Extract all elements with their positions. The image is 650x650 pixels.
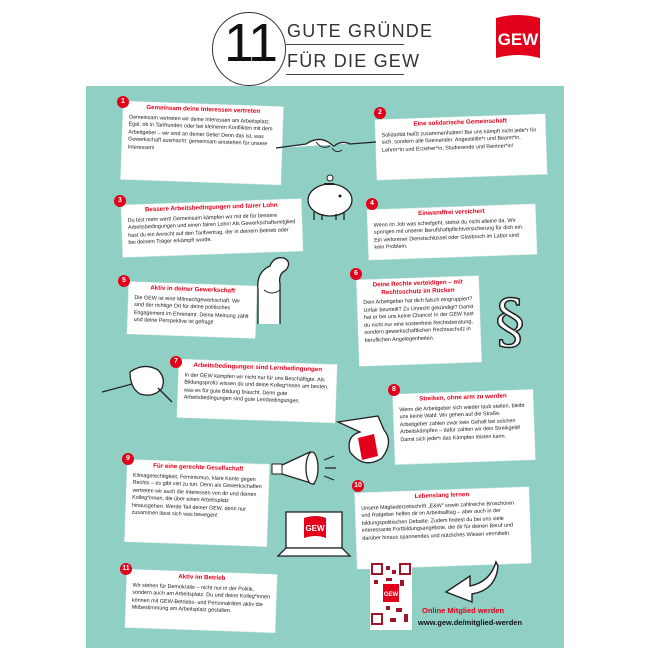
reason-text: Die GEW ist eine Mitmachgewerkschaft. Wir sind der richtige Ort für deine politisches Engagement im Ehrenamt. Deine Meinung zählt und deine Perspektive ist gefragt! <box>133 294 249 327</box>
reason-text: Gemeinsam vertreten wir deine Interessen am Arbeitsplatz. Egal, ob in Tarifrunden oder bei kleineren Konflikten mit dem Arbeitgeber – wir sind an deiner Seite! Denn das ist, was Gewerkschaft ausmacht: gemeinsam einstehen für unsere Interessen! <box>127 113 273 152</box>
reason-title: Aktiv in deiner Gewerkschaft <box>150 284 236 295</box>
reason-number-1: 1 <box>117 96 129 108</box>
reason-card-2 <box>375 114 547 180</box>
reason-title: Arbeitsbedingungen sind Lernbedingungen <box>193 361 323 374</box>
svg-text:GEW: GEW <box>383 592 399 598</box>
reason-card-7 <box>177 359 337 422</box>
reason-number-2: 2 <box>374 107 386 119</box>
reason-number-5: 5 <box>118 275 130 287</box>
reason-text: Du bist mehr wert! Gemeinsam kämpfen wir mit dir für bessere Arbeitsbedingungen und einen fairen Lohn! Als Gewerkschaftsmitglied hast du ein Anrecht auf den Tarifvertrag, der in deinem Betrieb oder bei deinem Träger erkämpft wurde. <box>127 212 296 247</box>
handshake-icon <box>276 130 376 160</box>
reason-text: Dein Arbeitgeber hat dich falsch eingruppiert? Unfair beurteilt? Zu Unrecht gekündigt? Damit hat er bei uns keine Chance! In der GEW hast du nicht nur eine kostenfreie Rechtsberatung, sondern gewerkschaftlichen Rechtsschutz in beruflichen Angelegenheiten. <box>363 296 474 344</box>
fist-icon <box>102 358 174 404</box>
reason-title: Gemeinsam deine Interessen vertreten <box>146 104 261 116</box>
reason-text: Solidarität heißt zusammenhalten! Bei uns kämpft nicht jede*r für sich, sondern alle füreinander. Angestellte*r und Beamt*in, Lehrer*in und Erzieher*in, Studierende und Rentner*in! <box>381 126 537 154</box>
reason-card-3 <box>121 199 303 257</box>
reason-title: Lebenslang lernen <box>414 491 470 500</box>
reason-number-8: 8 <box>388 384 400 396</box>
reason-number-4: 4 <box>366 198 378 210</box>
flexed-arm-icon <box>250 250 296 326</box>
title-line-2: FÜR DIE GEW <box>287 51 421 71</box>
reason-card-8 <box>393 390 535 465</box>
megaphone-icon <box>270 444 340 494</box>
reason-title: Deine Rechte verteidigen – mit Rechtsschutz im Rücken <box>372 278 463 296</box>
reason-card-11 <box>125 569 277 632</box>
title-underline-1 <box>286 44 404 45</box>
svg-text:GEW: GEW <box>305 524 325 533</box>
reason-text: Wenn im Job was schiefgeht, stehst du nicht alleine da. Wir springen mit unserer Berufshaftpflichtversicherung für dich ein. Ein verlorener Dienstschlüssel oder Glasbruch im Labor sind kein Problem. <box>373 217 524 251</box>
reason-number-9: 9 <box>122 453 134 465</box>
reason-number-3: 3 <box>114 195 126 207</box>
poster <box>86 2 564 648</box>
reason-text: In der GEW kämpfen wir nicht nur für uns Beschäftigte. Als Bildungsprofis wissen du und deine Kolleg*innen am besten, was es für gute Bildung braucht. Denn gute Arbeitsbedingungen sind gute Lernbedingungen. <box>183 371 329 405</box>
reason-number-10: 10 <box>352 480 364 492</box>
title-underline-2 <box>286 74 404 75</box>
title-line-1: GUTE GRÜNDE <box>287 21 434 41</box>
svg-text:§: § <box>495 287 525 354</box>
reason-title: Eine solidarische Gemeinschaft <box>413 117 508 128</box>
reason-text: Unsere Mitgliederzeitschrift „E&W“ sowie zahlreiche Broschüren und Ratgeber helfen dir im Arbeitsalltag – aber auch in der bildungspolitischen Debatte. Zudem findest du bei uns viele interessante Fortbildungsangebote, die dir für deinen Beruf und darüber hinaus spannendes und nützliches Wissen vermitteln. <box>361 500 515 542</box>
piggy-bank-icon <box>302 174 358 222</box>
gew-logo <box>494 12 542 64</box>
reason-title: Streiken, ohne arm zu werden <box>419 392 507 403</box>
reason-number-6: 6 <box>350 268 362 280</box>
reason-number-11: 11 <box>120 563 132 575</box>
reason-card-9 <box>125 460 270 547</box>
poster-header <box>86 2 564 86</box>
reason-title: Bessere Arbeitsbedingungen und fairer Lohn <box>144 201 278 214</box>
laptop-icon <box>276 508 352 562</box>
title-number: 11 <box>224 13 277 73</box>
reason-card-5 <box>127 282 257 338</box>
reason-title: Einwandfrei versichert <box>418 207 485 218</box>
gew-logo-text: GEW <box>497 30 539 49</box>
qr-code[interactable] <box>370 560 412 630</box>
paragraph-icon <box>490 284 530 354</box>
cta-url[interactable]: www.gew.de/mitglied-werden <box>418 618 523 627</box>
reason-card-1 <box>121 101 284 185</box>
reason-card-6 <box>357 276 482 366</box>
reason-title: Für eine gerechte Gesellschaft <box>153 462 244 473</box>
arrow-icon <box>440 556 500 604</box>
reason-title: Aktiv im Betrieb <box>178 573 226 582</box>
reason-card-4 <box>367 204 537 260</box>
reason-text: Wenn die Arbeitgeber sich wieder taub stellen, bleibt uns keine Wahl: Wir gehen auf die Straße. Arbeitgeber zahlen zwar kein Gehalt bei solchen Arbeitskämpfen – dafür zahlen wir dein Streikgeld! Damit sich jede*r das Kämpfen leisten kann. <box>399 402 525 444</box>
reason-text: Wir stehen für Demokratie – nicht nur in der Politik, sondern auch am Arbeitsplatz. Du und deine Kolleg*innen können mit GEW-Betriebs- und Personalräten aktiv die Mitbestimmung am Arbeitsplatz gestalten. <box>131 582 271 615</box>
whistle-icon <box>334 412 398 470</box>
reason-text: Klimagerechtigkeit, Feminismus, klare Kante gegen Rechts – es gibt viel zu tun. Denn als Gewerkschaften vertreten wir auch die Interessen von dir und deinen Kolleg*innen, die über einen Arbeitsplatz hinausgehen. Werde Teil deiner GEW, denn nur zusammen lässt sich was bewegen! <box>131 472 262 520</box>
reason-number-7: 7 <box>170 356 182 368</box>
cta-label[interactable]: Online Mitglied werden <box>422 606 505 615</box>
